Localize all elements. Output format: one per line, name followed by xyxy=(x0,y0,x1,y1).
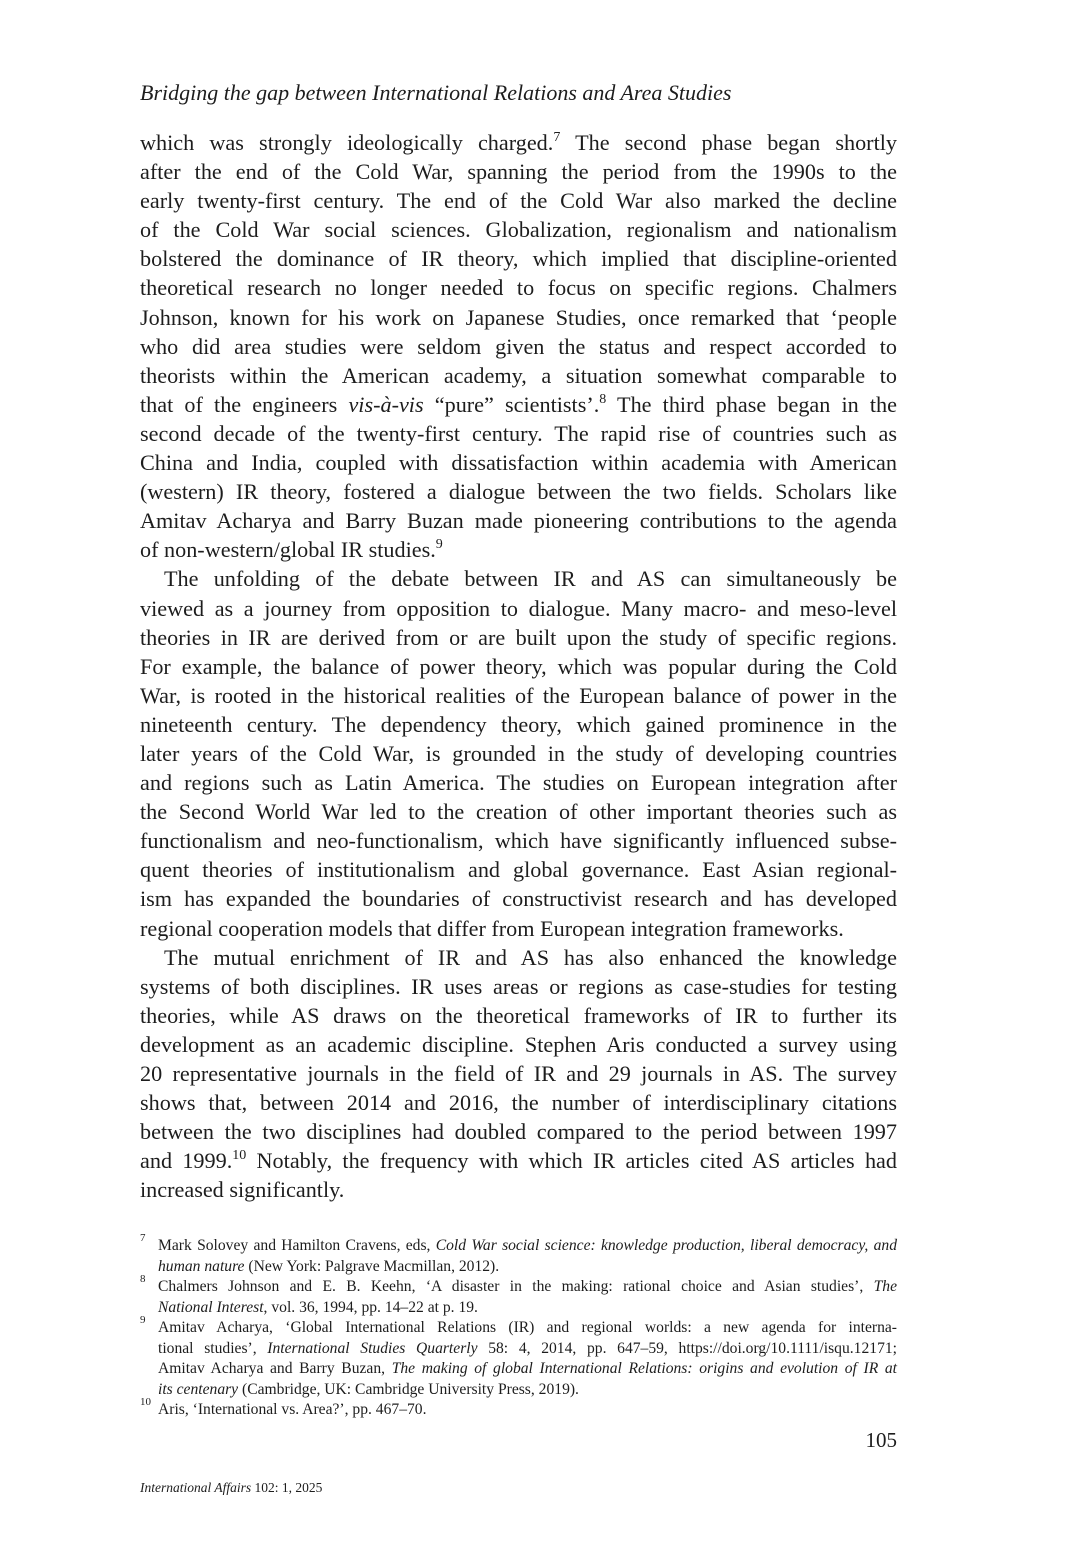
footnote-line xyxy=(158,1298,897,1319)
text-run: “pure” scientists’. xyxy=(423,391,600,417)
text-line xyxy=(140,332,897,361)
running-head: Bridging the gap between International Relations and Area Studies xyxy=(140,80,732,105)
text-line xyxy=(140,972,897,1001)
text-run: shows that, between 2014 and 2016, the number of interdisciplinary citations xyxy=(140,1090,897,1116)
text-line xyxy=(140,1030,897,1059)
text-run: The making of global International Relations: origins and evolution of IR at xyxy=(391,1360,897,1377)
footnote-line xyxy=(158,1236,897,1257)
text-run: Amitav Acharya, ‘Global International Relations (IR) and regional worlds: a new agenda for interna- xyxy=(158,1319,897,1336)
journal-footer xyxy=(140,1480,322,1496)
text-run: For example, the balance of power theory, which was popular during the Cold xyxy=(140,653,897,679)
text-run: Cold War social science: knowledge production, liberal democracy, and xyxy=(435,1237,897,1254)
text-run: that of the engineers xyxy=(140,391,349,417)
text-line xyxy=(140,652,897,681)
body-text xyxy=(140,128,897,1204)
text-run: second decade of the twenty-first century. The rapid rise of countries such as xyxy=(140,420,897,446)
footnote xyxy=(140,1396,897,1421)
text-run: quent theories of institutionalism and global governance. East Asian regional- xyxy=(140,857,897,883)
text-run: National Interest xyxy=(158,1298,264,1316)
text-line xyxy=(140,884,897,913)
journal-name: International Affairs xyxy=(140,1480,252,1495)
footnote-line xyxy=(158,1257,897,1278)
text-line xyxy=(140,1146,897,1175)
text-run: (western) IR theory, fostered a dialogue between the two fields. Scholars like xyxy=(140,479,897,505)
text-run: The second phase began shortly xyxy=(560,130,897,155)
footnote-line xyxy=(158,1380,897,1401)
text-run: Mark Solovey and Hamilton Cravens, eds, xyxy=(158,1237,436,1254)
text-line xyxy=(140,1001,897,1030)
text-line xyxy=(140,535,897,564)
text-run: theories in IR are derived from or are built upon the study of specific regions. xyxy=(140,624,897,650)
text-run: Johnson, known for his work on Japanese Studies, once remarked that ‘people xyxy=(140,304,897,330)
text-line xyxy=(140,419,897,448)
text-line xyxy=(140,594,897,623)
text-run: of non-western/global IR studies. xyxy=(140,537,436,563)
text-line xyxy=(140,1059,897,1088)
text-run: which was strongly ideologically charged. xyxy=(140,130,554,155)
text-line xyxy=(140,1175,897,1204)
footnote-number: 10 xyxy=(140,1396,151,1408)
text-line xyxy=(140,1117,897,1146)
footnote-line xyxy=(158,1277,897,1298)
footnote xyxy=(140,1273,897,1318)
text-run: (Cambridge, UK: Cambridge University Press, 2019). xyxy=(238,1380,579,1398)
footnote-line xyxy=(158,1339,897,1360)
footnote-ref: 10 xyxy=(232,1148,247,1164)
text-line xyxy=(140,914,897,943)
text-run: Aris, ‘International vs. Area?’, pp. 467–70. xyxy=(158,1401,427,1418)
text-line xyxy=(140,623,897,652)
text-run: vis-à-vis xyxy=(348,391,424,417)
text-run: China and India, coupled with dissatisfaction within academia with American xyxy=(140,450,897,476)
text-run: International Studies Quarterly xyxy=(267,1339,478,1357)
text-run: functionalism and neo-functionalism, which have significantly influenced subse- xyxy=(140,828,897,854)
footnote xyxy=(140,1314,897,1400)
footnote-ref: 8 xyxy=(599,391,607,407)
text-run: theoretical research no longer needed to focus on specific regions. Chalmers xyxy=(140,275,897,301)
text-run: The mutual enrichment of IR and AS has also enhanced the knowledge xyxy=(164,944,897,970)
text-line xyxy=(140,186,897,215)
text-line xyxy=(140,448,897,477)
footnote-number: 8 xyxy=(140,1273,146,1285)
text-run: Chalmers Johnson and E. B. Keehn, ‘A disaster in the making: rational choice and Asian studies’, xyxy=(158,1278,874,1295)
footnotes xyxy=(140,1232,897,1421)
text-line xyxy=(140,303,897,332)
text-run: Amitav Acharya and Barry Buzan made pioneering contributions to the agenda xyxy=(140,508,897,534)
text-run: , vol. 36, 1994, pp. 14–22 at p. 19. xyxy=(263,1298,478,1316)
text-run: tional studies’, xyxy=(158,1339,268,1357)
text-run: systems of both disciplines. IR uses areas or regions as case-studies for testing xyxy=(140,973,897,999)
text-run: regional cooperation models that differ from European integration frameworks. xyxy=(140,915,844,941)
footnote-ref: 7 xyxy=(553,130,561,145)
text-run: 58: 4, 2014, pp. 647–59, https://doi.org/10.1111/isqu.12171; xyxy=(477,1339,897,1357)
text-run: increased significantly. xyxy=(140,1177,345,1203)
text-run: development as an academic discipline. Stephen Aris conducted a survey using xyxy=(140,1031,897,1057)
text-line xyxy=(140,361,897,390)
text-line xyxy=(140,943,897,972)
text-run: theories, while AS draws on the theoretical frameworks of IR to further its xyxy=(140,1002,897,1028)
footnote-line xyxy=(158,1359,897,1380)
text-run: the Second World War led to the creation of other important theories such as xyxy=(140,799,897,825)
text-line xyxy=(140,855,897,884)
text-run: early twenty-first century. The end of the Cold War also marked the decline xyxy=(140,188,897,214)
text-line xyxy=(140,681,897,710)
text-run: theorists within the American academy, a situation somewhat comparable to xyxy=(140,362,897,388)
footnote-number: 7 xyxy=(140,1232,146,1244)
page-number: 105 xyxy=(865,1428,897,1452)
text-run: who did area studies were seldom given the status and respect accorded to xyxy=(140,333,897,359)
text-run: (New York: Palgrave Macmillan, 2012). xyxy=(244,1257,500,1275)
text-run: The unfolding of the debate between IR and AS can simultaneously be xyxy=(164,566,897,592)
paragraph xyxy=(140,564,897,942)
text-line xyxy=(140,244,897,273)
text-line xyxy=(140,390,897,419)
text-line xyxy=(140,1088,897,1117)
footnote-ref: 9 xyxy=(435,537,443,553)
text-run: The third phase began in the xyxy=(606,391,897,417)
text-run: viewed as a journey from opposition to dialogue. Many macro- and meso-level xyxy=(140,595,897,621)
paragraph xyxy=(140,128,897,564)
text-line xyxy=(140,215,897,244)
text-line xyxy=(140,157,897,186)
text-run: ism has expanded the boundaries of constructivist research and has developed xyxy=(140,886,897,912)
text-line xyxy=(140,477,897,506)
paragraph xyxy=(140,943,897,1205)
text-run: its centenary xyxy=(158,1380,239,1398)
text-run: 20 representative journals in the field of IR and 29 journals in AS. The survey xyxy=(140,1061,897,1086)
text-run: Amitav Acharya and Barry Buzan, xyxy=(158,1360,392,1377)
text-run: Notably, the frequency with which IR articles cited AS articles had xyxy=(246,1148,897,1174)
text-run: between the two disciplines had doubled compared to the period between 1997 xyxy=(140,1119,897,1145)
text-run: later years of the Cold War, is grounded in the study of developing countries xyxy=(140,740,897,766)
text-run: The xyxy=(873,1278,897,1295)
text-line xyxy=(140,768,897,797)
text-run: human nature xyxy=(158,1257,245,1275)
text-line xyxy=(140,710,897,739)
text-run: and regions such as Latin America. The studies on European integration after xyxy=(140,770,897,796)
text-line xyxy=(140,797,897,826)
footnote-number: 9 xyxy=(140,1314,146,1326)
footnote-line xyxy=(158,1400,897,1421)
text-line xyxy=(140,826,897,855)
text-run: War, is rooted in the historical realities of the European balance of power in the xyxy=(140,682,897,708)
text-run: after the end of the Cold War, spanning the period from the 1990s to the xyxy=(140,159,897,185)
text-line xyxy=(140,128,897,157)
journal-issue: 102: 1, 2025 xyxy=(251,1480,323,1495)
text-line xyxy=(140,506,897,535)
text-run: bolstered the dominance of IR theory, which implied that discipline-oriented xyxy=(140,246,897,272)
text-line xyxy=(140,739,897,768)
footnote xyxy=(140,1232,897,1277)
text-run: and 1999. xyxy=(140,1148,233,1174)
footnote-line xyxy=(158,1318,897,1339)
text-line xyxy=(140,273,897,302)
text-run: nineteenth century. The dependency theory, which gained prominence in the xyxy=(140,711,897,737)
text-run: of the Cold War social sciences. Globalization, regionalism and nationalism xyxy=(140,217,897,243)
text-line xyxy=(140,564,897,593)
